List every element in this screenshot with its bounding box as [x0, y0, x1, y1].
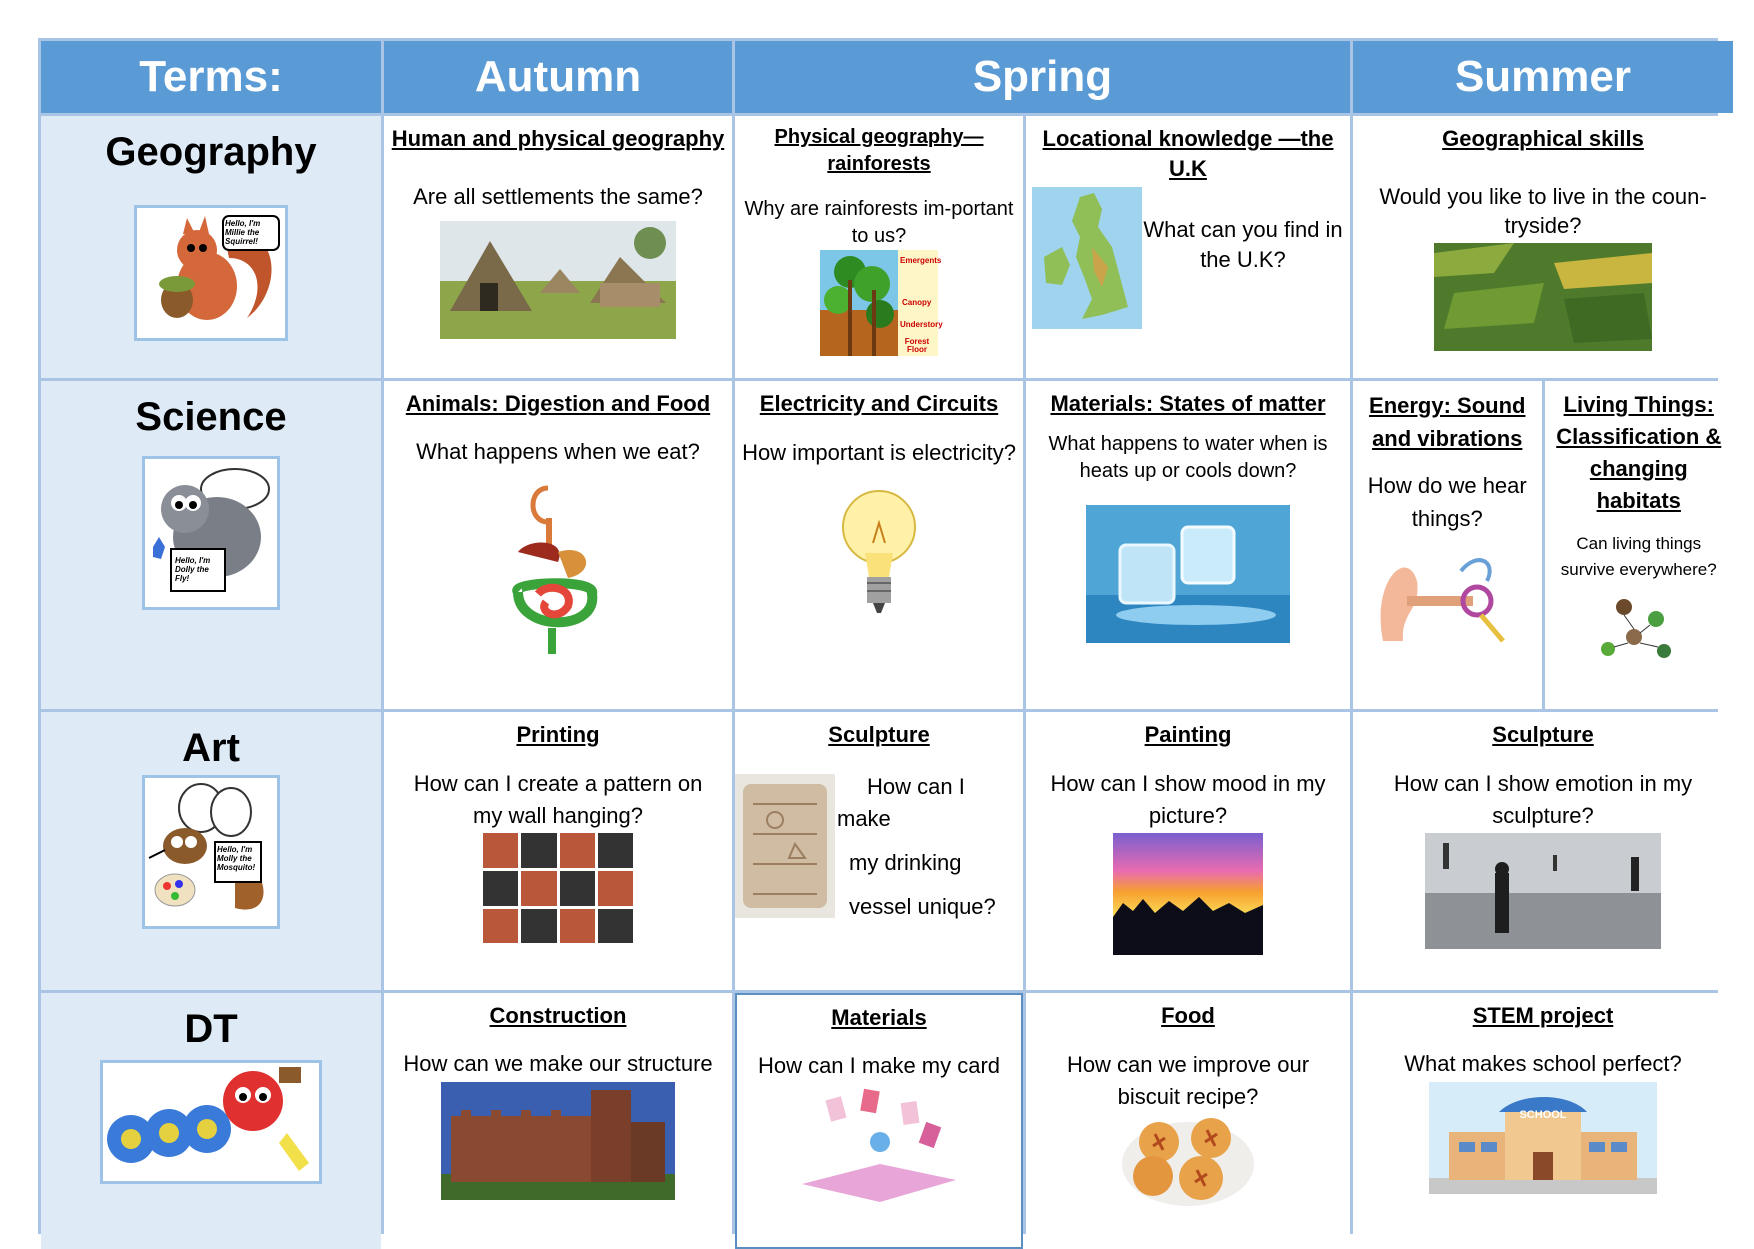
topic-title: Energy: Sound and vibrations — [1369, 393, 1526, 451]
subject-dt: DT — [184, 1007, 238, 1051]
dt-spring-2 — [1026, 993, 1350, 1249]
topic-title: Food — [1161, 1003, 1215, 1028]
art-spring-1-q4: vessel unique? — [849, 893, 996, 919]
dt-side — [41, 993, 381, 1249]
rainforest-layers-image — [820, 250, 943, 356]
topic-question: How do we hear things? — [1367, 473, 1527, 531]
topic-question: How can I show mood in my picture? — [1050, 770, 1326, 828]
dt-spring-1 — [735, 993, 1023, 1249]
topic-question: How can we improve our biscuit recipe? — [1066, 1051, 1310, 1109]
geography-autumn — [384, 116, 732, 378]
topic-title: Sculpture — [828, 722, 930, 747]
topic-question: Would you like to live in the coun-tryside? — [1379, 183, 1707, 239]
geography-side — [41, 116, 381, 378]
subject-art: Art — [182, 726, 240, 770]
topic-question: How important is electricity? — [742, 439, 1016, 465]
topic-question: How can I show emotion in my sculpture? — [1393, 770, 1693, 828]
popup-card-image — [792, 1084, 966, 1210]
topic-question: Can living things survive everywhere? — [1560, 533, 1717, 579]
topic-title: Physical geography— rainforests — [774, 126, 984, 175]
digestive-system-image — [488, 482, 628, 662]
school-building-image — [1429, 1082, 1657, 1194]
topic-title: Living Things: Classification & changing habitats — [1556, 392, 1722, 513]
header-spring: Spring — [735, 41, 1350, 113]
topic-question: Are all settlements the same? — [413, 183, 703, 209]
uk-map-image — [1032, 187, 1142, 329]
art-autumn — [384, 712, 732, 990]
fly-mascot-icon — [142, 456, 280, 610]
art-spring-1 — [735, 712, 1023, 990]
header-summer: Summer — [1353, 41, 1733, 113]
topic-title: Construction — [489, 1003, 627, 1028]
header-autumn: Autumn — [384, 41, 732, 113]
castle-image — [441, 1082, 675, 1200]
art-spring-1-q3: my drinking — [849, 849, 962, 875]
topic-question: Why are rainforests im-portant to us? — [744, 198, 1014, 247]
countryside-image — [1434, 243, 1652, 351]
topic-question: What makes school perfect? — [1404, 1050, 1682, 1076]
mosquito-mascot-icon — [142, 775, 280, 929]
art-spring-2 — [1026, 712, 1350, 990]
topic-title: Materials — [831, 1005, 927, 1030]
science-autumn — [384, 381, 732, 709]
topic-title: Animals: Digestion and Food — [405, 391, 711, 416]
thatched-huts-image — [440, 221, 676, 339]
science-summer-1 — [1353, 381, 1542, 709]
art-spring-1-q1: How can I — [867, 773, 965, 799]
geography-spring-1 — [735, 116, 1023, 378]
food-chain-image — [1594, 593, 1684, 663]
art-summer — [1353, 712, 1733, 990]
art-side — [41, 712, 381, 990]
science-summer — [1353, 381, 1733, 709]
topic-title: Locational knowledge —the U.K — [1042, 126, 1334, 181]
layer-emergents: Emergents — [900, 256, 942, 265]
science-summer-2 — [1545, 381, 1734, 709]
layer-canopy: Canopy — [902, 298, 932, 307]
topic-title: Geographical skills — [1442, 126, 1644, 151]
geography-summer — [1353, 116, 1733, 378]
geography-spring-2 — [1026, 116, 1350, 378]
ice-cubes-image — [1086, 505, 1290, 643]
science-spring-1 — [735, 381, 1023, 709]
topic-title: Sculpture — [1492, 722, 1594, 747]
layer-understory: Understory — [900, 320, 943, 329]
header-terms: Terms: — [41, 41, 381, 113]
topic-title: Human and physical geography — [391, 126, 725, 151]
fly-mascot-text: Hello, I'm Dolly the Fly! — [175, 556, 211, 583]
topic-question: How can we make our structure — [403, 1050, 713, 1076]
topic-question: How can I make my card — [757, 1052, 1001, 1078]
beach-sculptures-image — [1425, 833, 1661, 949]
ear-diagram-image — [1377, 541, 1517, 659]
subject-science: Science — [135, 395, 287, 439]
science-spring-2 — [1026, 381, 1350, 709]
topic-title: Painting — [1144, 722, 1232, 747]
carved-vessel-image — [735, 774, 835, 918]
mosquito-mascot-text: Hello, I'm Molly the Mosquito! — [217, 845, 256, 872]
topic-title: Electricity and Circuits — [759, 391, 999, 416]
topic-question: What can you find in the U.K? — [1143, 217, 1343, 273]
topic-title: Printing — [516, 722, 600, 747]
squirrel-mascot-text: Hello, I'm Millie the Squirrel! — [225, 219, 261, 246]
dt-summer — [1353, 993, 1733, 1249]
topic-question: What happens to water when is heats up or cools down? — [1048, 432, 1328, 482]
layer-forest-floor: Forest Floor — [904, 337, 930, 354]
curriculum-grid — [38, 38, 1722, 1234]
topic-question: What happens when we eat? — [416, 438, 700, 464]
sunset-painting-image — [1113, 833, 1263, 955]
biscuits-image — [1119, 1112, 1257, 1208]
subject-geography: Geography — [105, 130, 317, 174]
school-sign: SCHOOL — [1519, 1109, 1567, 1122]
print-pattern-image — [483, 833, 633, 943]
topic-title: Materials: States of matter — [1050, 391, 1326, 416]
dt-autumn — [384, 993, 732, 1249]
art-spring-1-q2: make — [837, 805, 891, 831]
caterpillar-mascot-icon — [100, 1060, 322, 1184]
squirrel-mascot-icon — [134, 205, 288, 341]
topic-question: How can I create a pattern on my wall hanging? — [413, 770, 703, 828]
topic-title: STEM project — [1472, 1003, 1614, 1028]
science-side — [41, 381, 381, 709]
lightbulb-image — [839, 483, 919, 623]
